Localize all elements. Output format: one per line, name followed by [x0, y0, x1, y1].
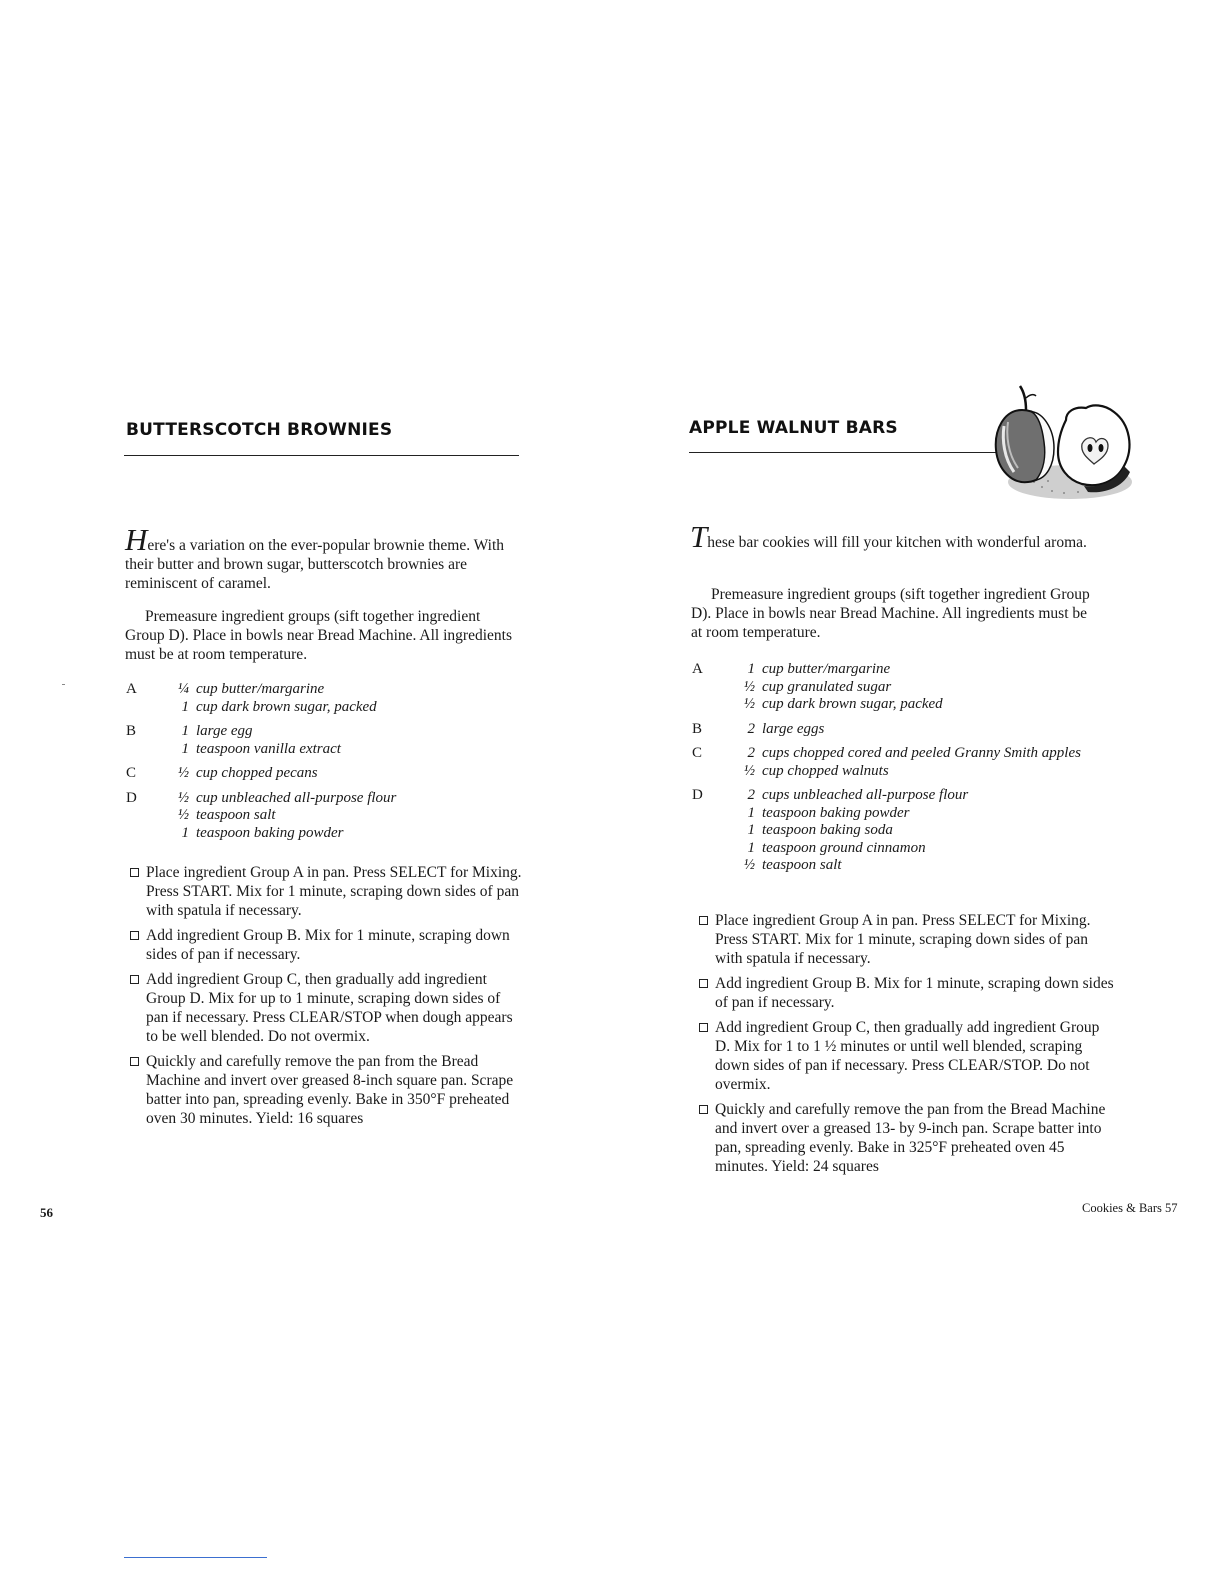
group-letter: C — [692, 745, 703, 761]
ingredient-group — [126, 723, 526, 758]
ingredient-name: cup chopped walnuts — [762, 762, 889, 779]
group-letter: D — [126, 789, 137, 806]
ingredient-line — [692, 822, 1112, 840]
ingredient-name: teaspoon ground cinnamon — [762, 839, 926, 856]
step-text: Add ingredient Group C, then gradually add ingredient Group D. Mix for 1 to 1 ½ minutes or until well blended, scraping down sides of pan if necessary. Press CLEAR/STOP. Do not overmix. — [715, 1019, 1100, 1093]
ingredient-name: cup butter/margarine — [762, 661, 891, 677]
step-text: Add ingredient Group C, then gradually add ingredient Group D. Mix for up to 1 minute, scraping down sides of pan if necessary. Press CLEAR/STOP when dough appears to be well blended. Do not overmix. — [146, 971, 513, 1045]
ingredient-group — [126, 790, 526, 843]
step-text: Place ingredient Group A in pan. Press SELECT for Mixing. Press START. Mix for 1 minute, scraping down sides of pan with spatula if necessary. — [715, 912, 1091, 967]
recipe-title: BUTTERSCOTCH BROWNIES — [126, 420, 393, 440]
ingredient-quantity: 1 — [181, 824, 189, 841]
checkbox-icon — [699, 916, 708, 925]
ingredient-name: teaspoon salt — [762, 857, 842, 873]
ingredient-name: teaspoon salt — [196, 807, 276, 823]
ingredient-quantity: 1 — [747, 822, 755, 838]
ingredient-name: cup unbleached all-purpose flour — [196, 789, 397, 806]
scan-speck — [62, 684, 65, 685]
ingredient-name: large eggs — [762, 720, 825, 737]
method-step — [126, 970, 526, 1046]
ingredient-line — [692, 840, 1112, 858]
method-step — [695, 911, 1115, 968]
method-steps — [126, 863, 526, 1134]
checkbox-icon — [130, 975, 139, 984]
ingredient-line — [692, 679, 1112, 697]
ingredient-line — [692, 745, 1112, 763]
ingredient-quantity: 1 — [181, 698, 189, 715]
checkbox-icon — [130, 868, 139, 877]
checkbox-icon — [699, 979, 708, 988]
step-text: Add ingredient Group B. Mix for 1 minute, scraping down sides of pan if necessary. — [146, 927, 510, 963]
premeasure-note: Premeasure ingredient groups (sift together ingredient Group D). Place in bowls near Bread Machine. All ingredients must be at room temperature. — [691, 586, 1090, 641]
drop-cap: H — [125, 522, 148, 557]
intro-text: hese bar cookies will fill your kitchen with wonderful aroma. — [707, 534, 1087, 551]
apple-illustration-icon — [982, 382, 1142, 507]
ingredient-quantity: ½ — [177, 765, 189, 781]
method-step — [695, 1018, 1115, 1094]
ingredient-quantity: ½ — [743, 762, 755, 779]
ingredient-line — [692, 805, 1112, 823]
ingredient-quantity: 1 — [747, 839, 755, 856]
ingredient-line — [692, 787, 1112, 805]
ingredient-line — [126, 790, 526, 808]
ingredient-quantity: 2 — [747, 745, 755, 761]
step-text: Quickly and carefully remove the pan from the Bread Machine and invert over a greased 13- by 9-inch pan. Scrape batter into pan, spreading evenly. Bake in 325°F preheated oven 45 minutes. Yield: 24 squares — [715, 1101, 1106, 1175]
ingredient-quantity: 1 — [747, 661, 755, 677]
page-number: Cookies & Bars 57 — [1082, 1201, 1178, 1215]
ingredient-group — [692, 787, 1112, 875]
title-rule — [689, 452, 999, 453]
ingredient-quantity: ½ — [743, 678, 755, 695]
checkbox-icon — [699, 1023, 708, 1032]
ingredient-name: teaspoon baking powder — [762, 804, 910, 821]
group-letter: C — [126, 765, 137, 781]
ingredient-groups — [126, 681, 526, 849]
ingredient-line — [126, 825, 526, 843]
recipe-title: APPLE WALNUT BARS — [689, 418, 898, 438]
step-text: Quickly and carefully remove the pan from the Bread Machine and invert over greased 8-inch square pan. Scrape batter into pan, spreading evenly. Bake in 350°F preheated oven 30 minutes. Yield: 16 squares — [146, 1053, 514, 1127]
premeasure-note: Premeasure ingredient groups (sift together ingredient Group D). Place in bowls near Bread Machine. All ingredients must be at room temperature. — [125, 608, 512, 663]
ingredient-groups — [692, 661, 1112, 882]
ingredient-group — [692, 661, 1112, 714]
ingredient-quantity: 2 — [747, 720, 755, 737]
ingredient-quantity: ½ — [177, 807, 189, 823]
group-letter: A — [692, 661, 703, 677]
ingredient-group — [692, 745, 1112, 780]
ingredient-group — [126, 681, 526, 716]
method-step — [126, 863, 526, 920]
ingredient-name: large egg — [196, 723, 253, 739]
footer-rule — [124, 1557, 267, 1558]
ingredient-line — [126, 765, 526, 783]
ingredient-name: cup dark brown sugar, packed — [196, 698, 377, 715]
ingredient-line — [692, 857, 1112, 875]
ingredient-name: teaspoon baking soda — [762, 822, 893, 838]
drop-cap: T — [690, 519, 708, 554]
method-step — [695, 1100, 1115, 1176]
ingredient-quantity: ½ — [177, 789, 189, 806]
checkbox-icon — [130, 1057, 139, 1066]
checkbox-icon — [699, 1105, 708, 1114]
page-number: 56 — [40, 1205, 53, 1220]
ingredient-group — [692, 721, 1112, 739]
ingredient-name: teaspoon vanilla extract — [196, 740, 341, 757]
step-text: Place ingredient Group A in pan. Press SELECT for Mixing. Press START. Mix for 1 minute, scraping down sides of pan with spatula if necessary. — [146, 864, 522, 919]
ingredient-line — [126, 723, 526, 741]
ingredient-quantity: 1 — [747, 804, 755, 821]
ingredient-quantity: ½ — [743, 857, 755, 873]
ingredient-line — [126, 741, 526, 759]
method-step — [126, 1052, 526, 1128]
ingredient-quantity: 2 — [747, 787, 755, 803]
ingredient-quantity: 1 — [181, 740, 189, 757]
ingredient-quantity: ½ — [743, 696, 755, 712]
title-rule — [124, 455, 519, 456]
ingredient-line — [126, 681, 526, 699]
method-steps — [695, 911, 1115, 1182]
group-letter: B — [692, 720, 703, 737]
group-letter: B — [126, 723, 137, 739]
ingredient-name: teaspoon baking powder — [196, 824, 344, 841]
group-letter: A — [126, 681, 137, 697]
ingredient-name: cup granulated sugar — [762, 678, 892, 695]
ingredient-line — [692, 763, 1112, 781]
ingredient-line — [692, 696, 1112, 714]
ingredient-quantity: 1 — [181, 723, 189, 739]
recipe-intro — [690, 519, 1090, 554]
right-page — [612, 0, 1224, 1584]
ingredient-quantity: ¼ — [177, 681, 189, 697]
intro-text: ere's a variation on the ever-popular brownie theme. With their butter and brown sugar, butterscotch brownies are reminiscent of caramel. — [125, 537, 505, 592]
ingredient-name: cup butter/margarine — [196, 681, 325, 697]
checkbox-icon — [130, 931, 139, 940]
ingredient-name: cups unbleached all-purpose flour — [762, 787, 969, 803]
ingredient-line — [692, 661, 1112, 679]
ingredient-line — [126, 807, 526, 825]
ingredient-name: cup dark brown sugar, packed — [762, 696, 943, 712]
step-text: Add ingredient Group B. Mix for 1 minute, scraping down sides of pan if necessary. — [715, 975, 1114, 1011]
ingredient-name: cup chopped pecans — [196, 765, 318, 781]
ingredient-line — [692, 721, 1112, 739]
group-letter: D — [692, 787, 703, 803]
ingredient-name: cups chopped cored and peeled Granny Smith apples — [762, 745, 1081, 761]
ingredient-line — [126, 699, 526, 717]
method-step — [126, 926, 526, 964]
method-step — [695, 974, 1115, 1012]
ingredient-group — [126, 765, 526, 783]
recipe-intro — [125, 522, 515, 593]
